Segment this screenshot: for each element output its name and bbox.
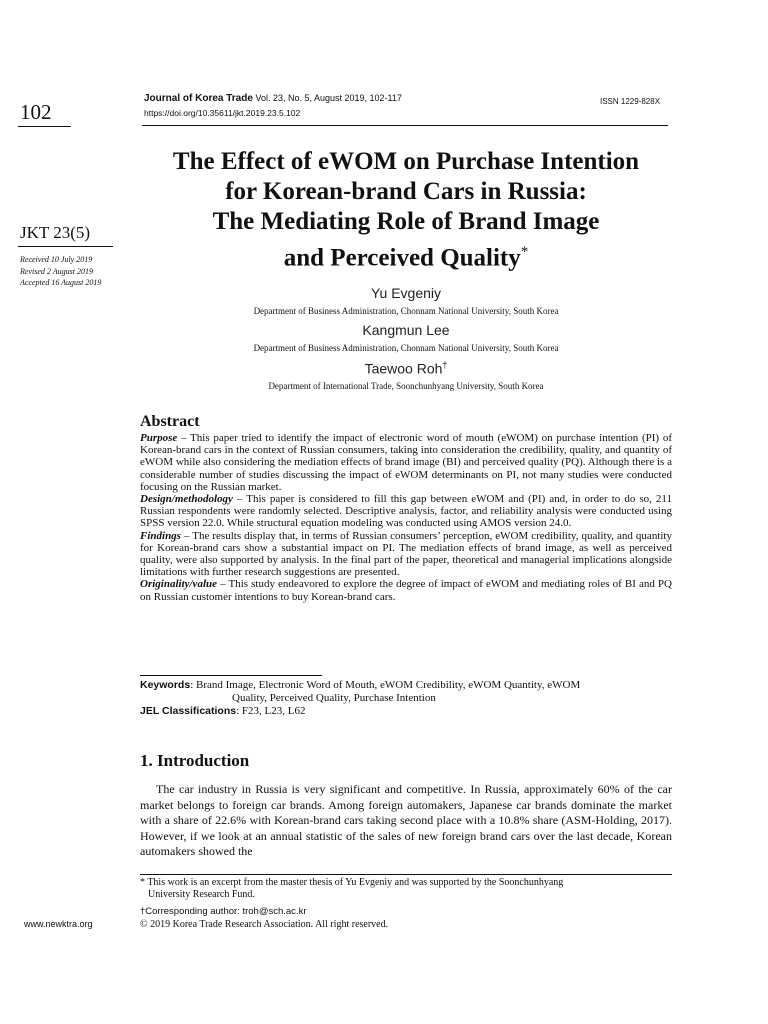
abstract-body bbox=[140, 432, 672, 603]
journal-header bbox=[144, 93, 402, 104]
title-line-3: The Mediating Role of Brand Image bbox=[212, 208, 600, 235]
title-line-1: The Effect of eWOM on Purchase Intention bbox=[172, 148, 640, 175]
jkt-rule bbox=[18, 246, 113, 247]
website-link[interactable]: www.newktra.org bbox=[24, 919, 93, 929]
author-affiliation: Department of International Trade, Soonchunhyang University, South Korea bbox=[268, 381, 544, 391]
issn: ISSN 1229-828X bbox=[600, 97, 661, 106]
introduction-body: The car industry in Russia is very significant and competitive. In Russia, approximately 60% of the car market belongs to foreign car brands. Among foreign automakers, Japanese car brands dominate the market with a share of 22.6% with Korean-brand cars taking second place with a 10.8% share (ASM-Holding, 2017). However, if we look at an annual statistic of the sales of new foreign brand cars over the last decade, Korean automakers showed the bbox=[140, 782, 672, 858]
received-date: Received 10 July 2019 bbox=[20, 255, 93, 264]
abstract-design: Design/methodology – This paper is considered to fill this gap between eWOM and (PI) and, in order to do so, 211 Russian respondents were randomly selected. Descriptive analysis, factor, and reliability analysis were conducted using SPSS version 22.0. While structural equation modeling was conducted using AMOS version 24.0. bbox=[140, 493, 672, 530]
footnote-rule bbox=[140, 874, 672, 875]
keywords-text-cont: Quality, Perceived Quality, Purchase Intention bbox=[232, 691, 436, 704]
abstract-originality: Originality/value – This study endeavored to explore the degree of impact of eWOM and mediating roles of BI and PQ on Russian customer intentions to buy Korean-brand cars. bbox=[140, 578, 672, 603]
author-affiliation: Department of Business Administration, Chonnam National University, South Korea bbox=[253, 306, 559, 316]
author-affiliation: Department of Business Administration, Chonnam National University, South Korea bbox=[253, 343, 559, 353]
submission-dates bbox=[20, 254, 101, 289]
jel-label: JEL Classifications bbox=[140, 705, 237, 717]
keywords-label: Keywords bbox=[140, 679, 191, 691]
footnote-thesis: * This work is an excerpt from the master thesis of Yu Evgeniy and was supported by the Soonchunhyang University Research Fund. bbox=[140, 877, 564, 900]
jel-text: : F23, L23, L62 bbox=[236, 705, 306, 717]
abstract-heading: Abstract bbox=[140, 413, 200, 430]
doi-link[interactable]: https://doi.org/10.35611/jkt.2019.23.5.102 bbox=[144, 108, 301, 118]
page-number-rule bbox=[18, 126, 71, 127]
paper-title bbox=[140, 147, 672, 273]
journal-name: Journal of Korea Trade bbox=[144, 93, 253, 104]
title-line-4: and Perceived Quality* bbox=[283, 244, 529, 272]
volume-info: Vol. 23, No. 5, August 2019, 102-117 bbox=[255, 93, 402, 103]
section-heading: 1. Introduction bbox=[140, 751, 250, 770]
keywords-text: : Brand Image, Electronic Word of Mouth, eWOM Credibility, eWOM Quantity, eWOM bbox=[190, 679, 581, 691]
abstract-purpose: Purpose – This paper tried to identify the impact of electronic word of mouth (eWOM) on purchase intention (PI) of Korean-brand cars in the context of Russian consumers, taking into consideration the credibility, quality, and quantity of eWOM while also considering the mediation effects of brand image (BI) and perceived quality (PQ). Although there is a considerable number of studies discussing the impact of eWOM determinants on PI, not many studies were conducted focusing on the Russian market. bbox=[140, 432, 672, 493]
author-name: Taewoo Roh† bbox=[364, 360, 448, 377]
corresponding-mark: † bbox=[442, 360, 448, 370]
keywords-rule bbox=[140, 675, 322, 676]
page-number: 102 bbox=[20, 100, 52, 124]
author-name: Yu Evgeniy bbox=[370, 285, 442, 301]
title-line-2: for Korean-brand Cars in Russia: bbox=[225, 178, 587, 205]
copyright: © 2019 Korea Trade Research Association. All right reserved. bbox=[140, 919, 389, 930]
jkt-label: JKT 23(5) bbox=[20, 223, 91, 242]
accepted-date: Accepted 16 August 2019 bbox=[20, 278, 102, 287]
keywords bbox=[140, 679, 675, 704]
author-name: Kangmun Lee bbox=[362, 322, 450, 338]
corresponding-author: †Corresponding author: troh@sch.ac.kr bbox=[140, 906, 307, 917]
abstract-findings: Findings – The results display that, in terms of Russian consumers’ perception, eWOM credibility, quality, and quantity for Korean-brand cars show a substantial impact on PI. The mediation effects of brand image, as well as perceived quality, were also supported by analysis. In the final part of the paper, theoretical and managerial implications alongside limitations with further research suggestions are presented. bbox=[140, 529, 672, 579]
revised-date: Revised 2 August 2019 bbox=[20, 266, 93, 276]
header-rule bbox=[142, 125, 668, 126]
jel-classifications bbox=[140, 705, 305, 717]
title-footnote-mark: * bbox=[520, 244, 529, 260]
